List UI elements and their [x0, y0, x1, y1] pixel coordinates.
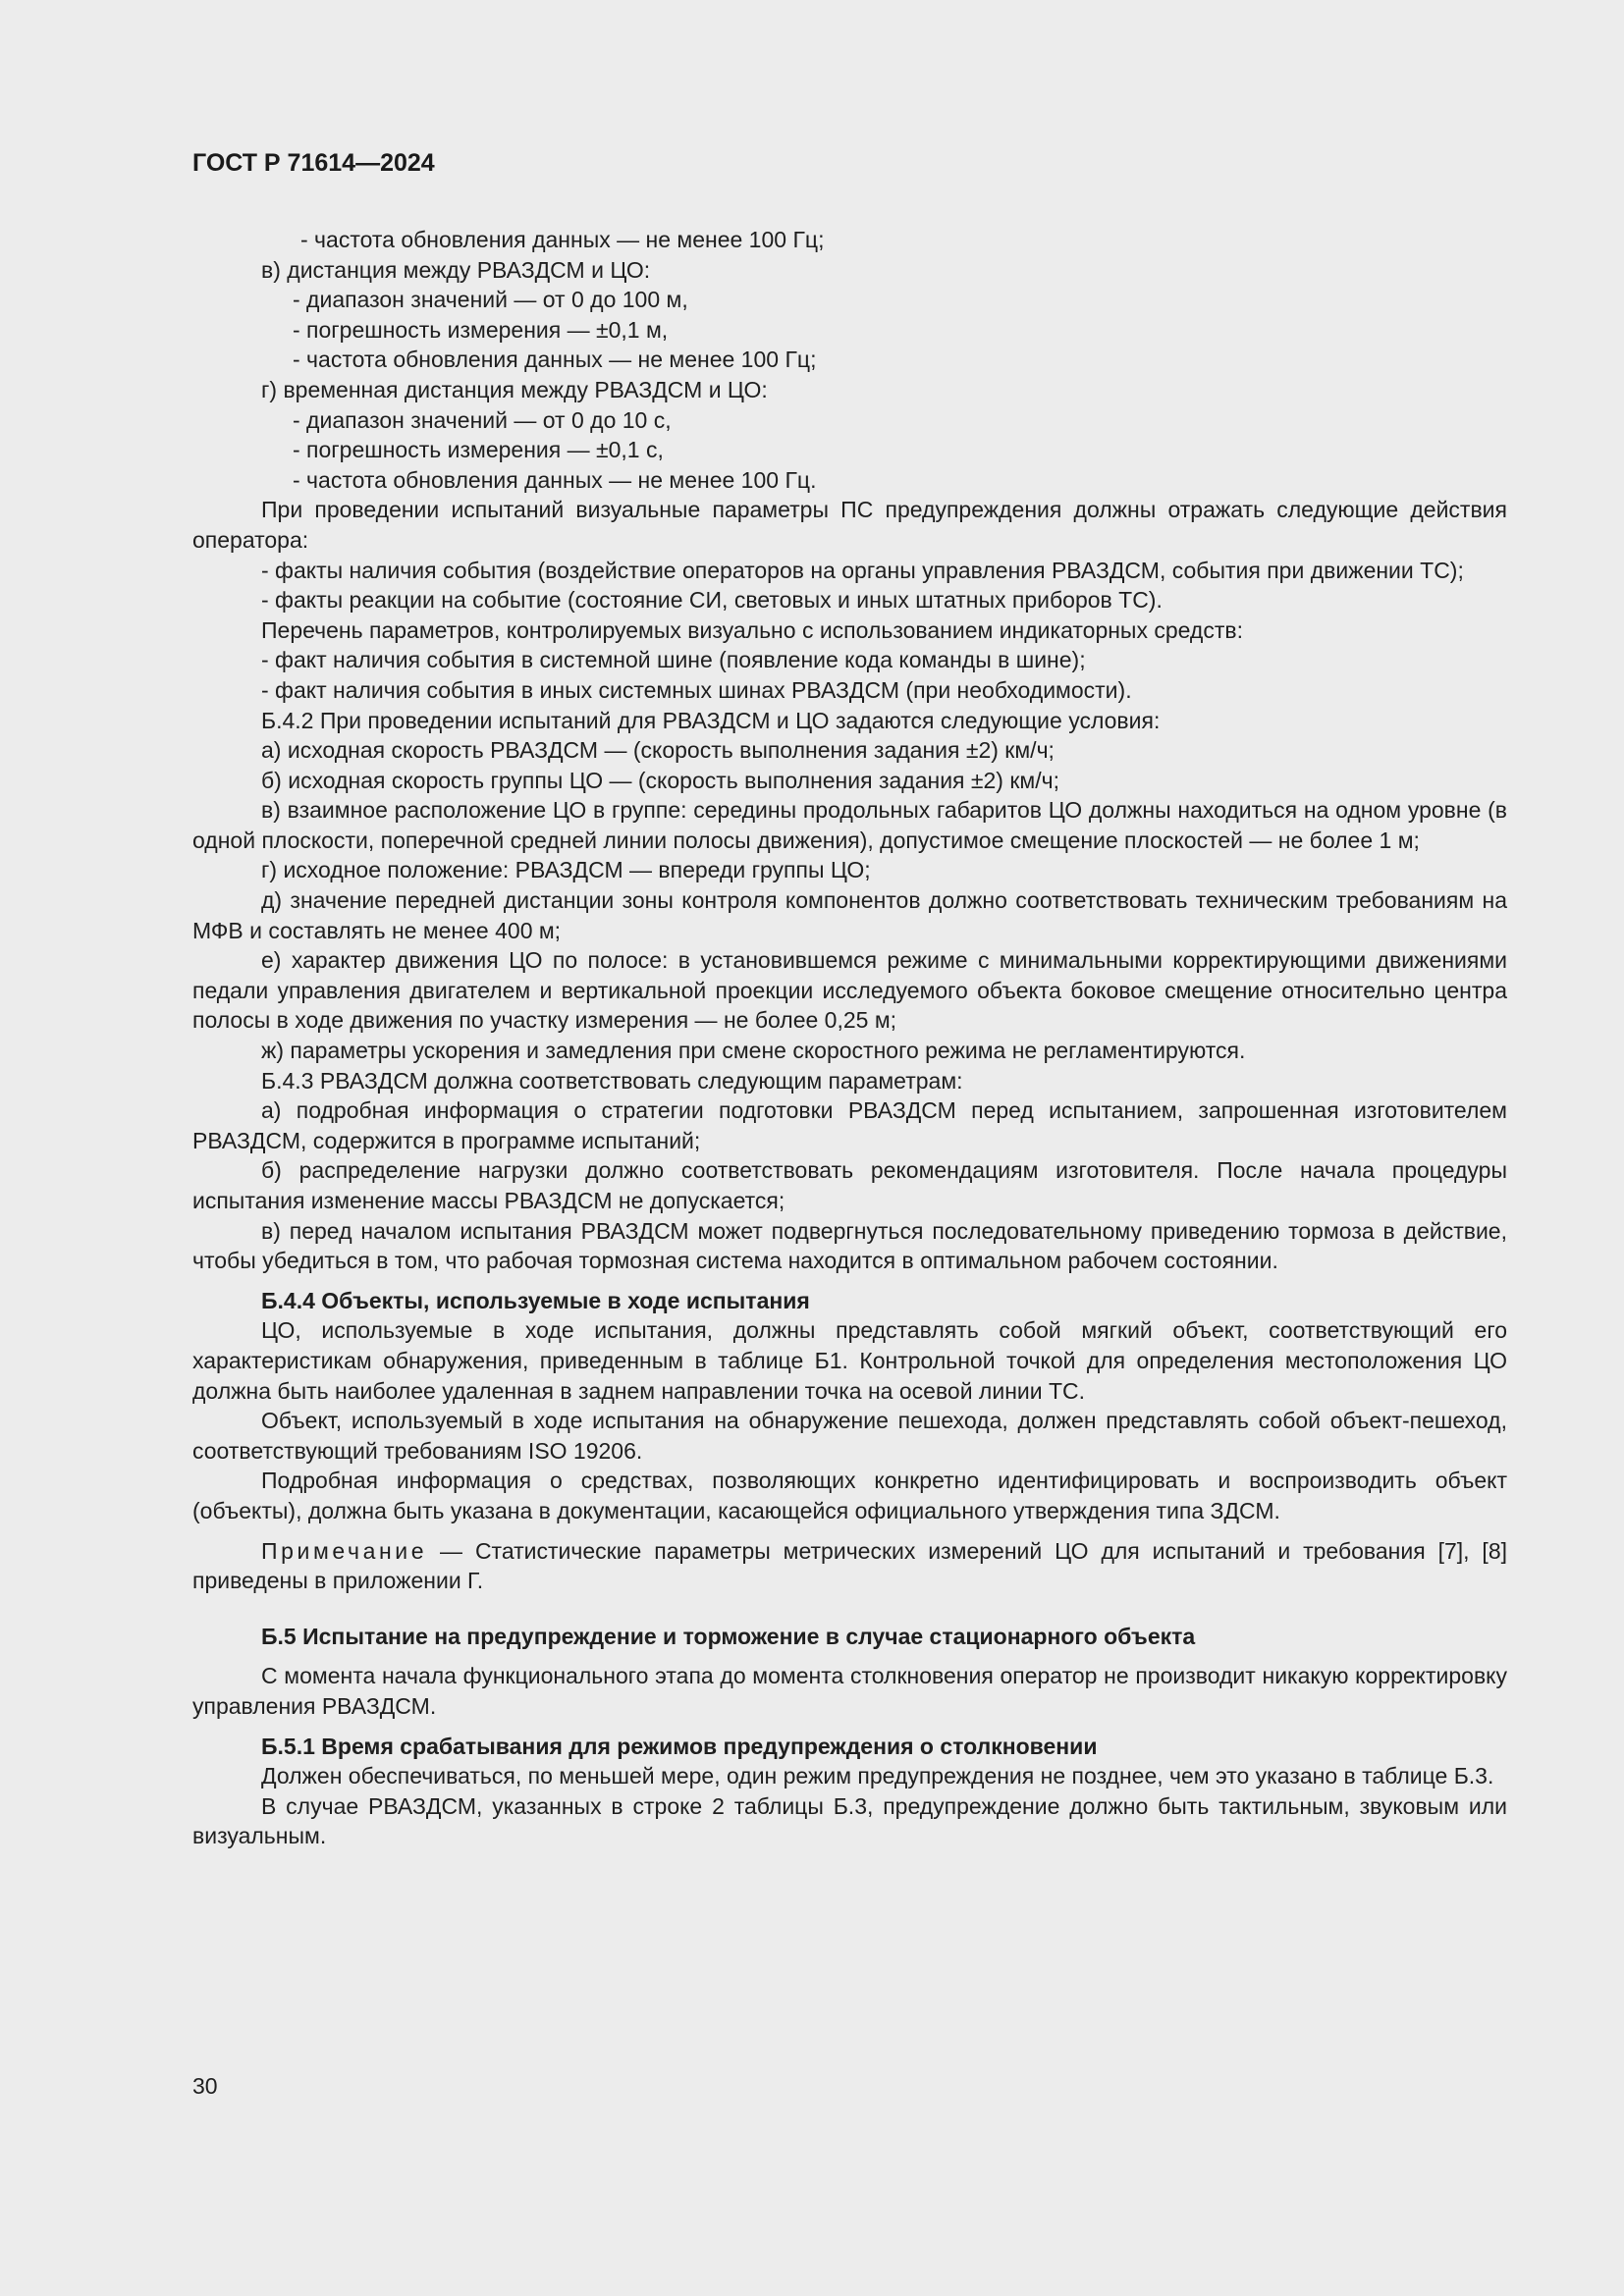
paragraph: ж) параметры ускорения и замедления при смене скоростного режима не регламентируются.: [261, 1038, 1246, 1064]
paragraph: б) исходная скорость группы ЦО — (скорость выполнения задания ±2) км/ч;: [261, 767, 1059, 793]
note-label: Примечание: [261, 1537, 428, 1564]
paragraph: С момента начала функционального этапа до момента столкновения оператор не производит никакую корректировку управления РВАЗДСМ.: [192, 1663, 1507, 1719]
paragraph: ЦО, используемые в ходе испытания, должны представлять собой мягкий объект, соответствующий его характеристикам обнаружения, приведенным в таблице Б1. Контрольной точкой для определения местоположения ЦО должна быть наиболее удаленная в заднем направлении точка на осевой линии ТС.: [192, 1317, 1507, 1404]
paragraph: в) взаимное расположение ЦО в группе: середины продольных габаритов ЦО должны находиться на одном уровне (в одной плоскости, поперечной средней линии полосы движения), допустимое смещение плоскостей — не более 1 м;: [192, 797, 1507, 853]
paragraph: Перечень параметров, контролируемых визуально с использованием индикаторных средств:: [261, 616, 1243, 643]
paragraph: Должен обеспечиваться, по меньшей мере, один режим предупреждения не позднее, чем это указано в таблице Б.3.: [261, 1763, 1494, 1789]
page-number: 30: [192, 2073, 218, 2099]
paragraph: г) исходное положение: РВАЗДСМ — впереди группы ЦО;: [261, 857, 871, 883]
list-item: - частота обновления данных — не менее 100 Гц;: [300, 227, 825, 252]
paragraph: д) значение передней дистанции зоны контроля компонентов должно соответствовать техническим требованиям на МФВ и составлять не менее 400 м;: [192, 887, 1507, 943]
list-item: - погрешность измерения — ±0,1 с,: [293, 437, 664, 463]
section-heading: Б.5 Испытание на предупреждение и торможение в случае стационарного объекта: [261, 1623, 1196, 1649]
page-content: [192, 225, 1507, 1851]
paragraph: а) исходная скорость РВАЗДСМ — (скорость выполнения задания ±2) км/ч;: [261, 737, 1055, 764]
list-item: г) временная дистанция между РВАЗДСМ и ЦО:: [261, 376, 768, 402]
paragraph: е) характер движения ЦО по полосе: в установившемся режиме с минимальными корректирующими движениями педали управления двигателем и вертикальной проекции исследуемого объекта боковое смещение относительно центра полосы в ходе движения по участку измерения — не более 0,25 м;: [192, 947, 1507, 1034]
paragraph: в) перед началом испытания РВАЗДСМ может подвергнуться последовательному приведению тормоза в действие, чтобы убедиться в том, что рабочая тормозная система находится в оптимальном рабочем состоянии.: [192, 1217, 1507, 1274]
list-item: - диапазон значений — от 0 до 10 с,: [293, 406, 672, 433]
document-header: ГОСТ Р 71614—2024: [192, 149, 435, 177]
list-item: - частота обновления данных — не менее 100 Гц;: [293, 347, 817, 373]
paragraph: При проведении испытаний визуальные параметры ПС предупреждения должны отражать следующие действия оператора:: [192, 497, 1507, 553]
paragraph: а) подробная информация о стратегии подготовки РВАЗДСМ перед испытанием, запрошенная изготовителем РВАЗДСМ, содержится в программе испытаний;: [192, 1097, 1507, 1153]
paragraph: - факты реакции на событие (состояние СИ, световых и иных штатных приборов ТС).: [261, 587, 1163, 614]
list-item: - диапазон значений — от 0 до 100 м,: [293, 287, 688, 313]
list-item: - погрешность измерения — ±0,1 м,: [293, 316, 669, 343]
note: [192, 1536, 1507, 1596]
paragraph: б) распределение нагрузки должно соответствовать рекомендациям изготовителя. После начала процедуры испытания изменение массы РВАЗДСМ не допускается;: [192, 1157, 1507, 1213]
section-heading: Б.4.4 Объекты, используемые в ходе испытания: [261, 1287, 810, 1313]
section-b42: Б.4.2 При проведении испытаний для РВАЗДСМ и ЦО задаются следующие условия:: [261, 707, 1161, 733]
paragraph: - факт наличия события в иных системных шинах РВАЗДСМ (при необходимости).: [261, 676, 1132, 703]
paragraph: В случае РВАЗДСМ, указанных в строке 2 таблицы Б.3, предупреждение должно быть тактильным, звуковым или визуальным.: [192, 1792, 1507, 1849]
paragraph: - факты наличия события (воздействие операторов на органы управления РВАЗДСМ, события при движении ТС);: [261, 557, 1464, 583]
section-b43: Б.4.3 РВАЗДСМ должна соответствовать следующим параметрам:: [261, 1067, 963, 1094]
paragraph: Объект, используемый в ходе испытания на обнаружение пешехода, должен представлять собой объект-пешеход, соответствующий требованиям ISO 19206.: [192, 1408, 1507, 1464]
paragraph: - факт наличия события в системной шине (появление кода команды в шине);: [261, 647, 1086, 673]
list-item: в) дистанция между РВАЗДСМ и ЦО:: [261, 256, 651, 283]
list-item: - частота обновления данных — не менее 100 Гц.: [293, 466, 817, 493]
section-heading: Б.5.1 Время срабатывания для режимов предупреждения о столкновении: [261, 1733, 1098, 1759]
paragraph: Подробная информация о средствах, позволяющих конкретно идентифицировать и воспроизводить объект (объекты), должна быть указана в документации, касающейся официального утверждения типа ЗДСМ.: [192, 1468, 1507, 1523]
note-text: — Статистические параметры метрических измерений ЦО для испытаний и требования [7], [8] приведены в приложении Г.: [192, 1537, 1507, 1594]
